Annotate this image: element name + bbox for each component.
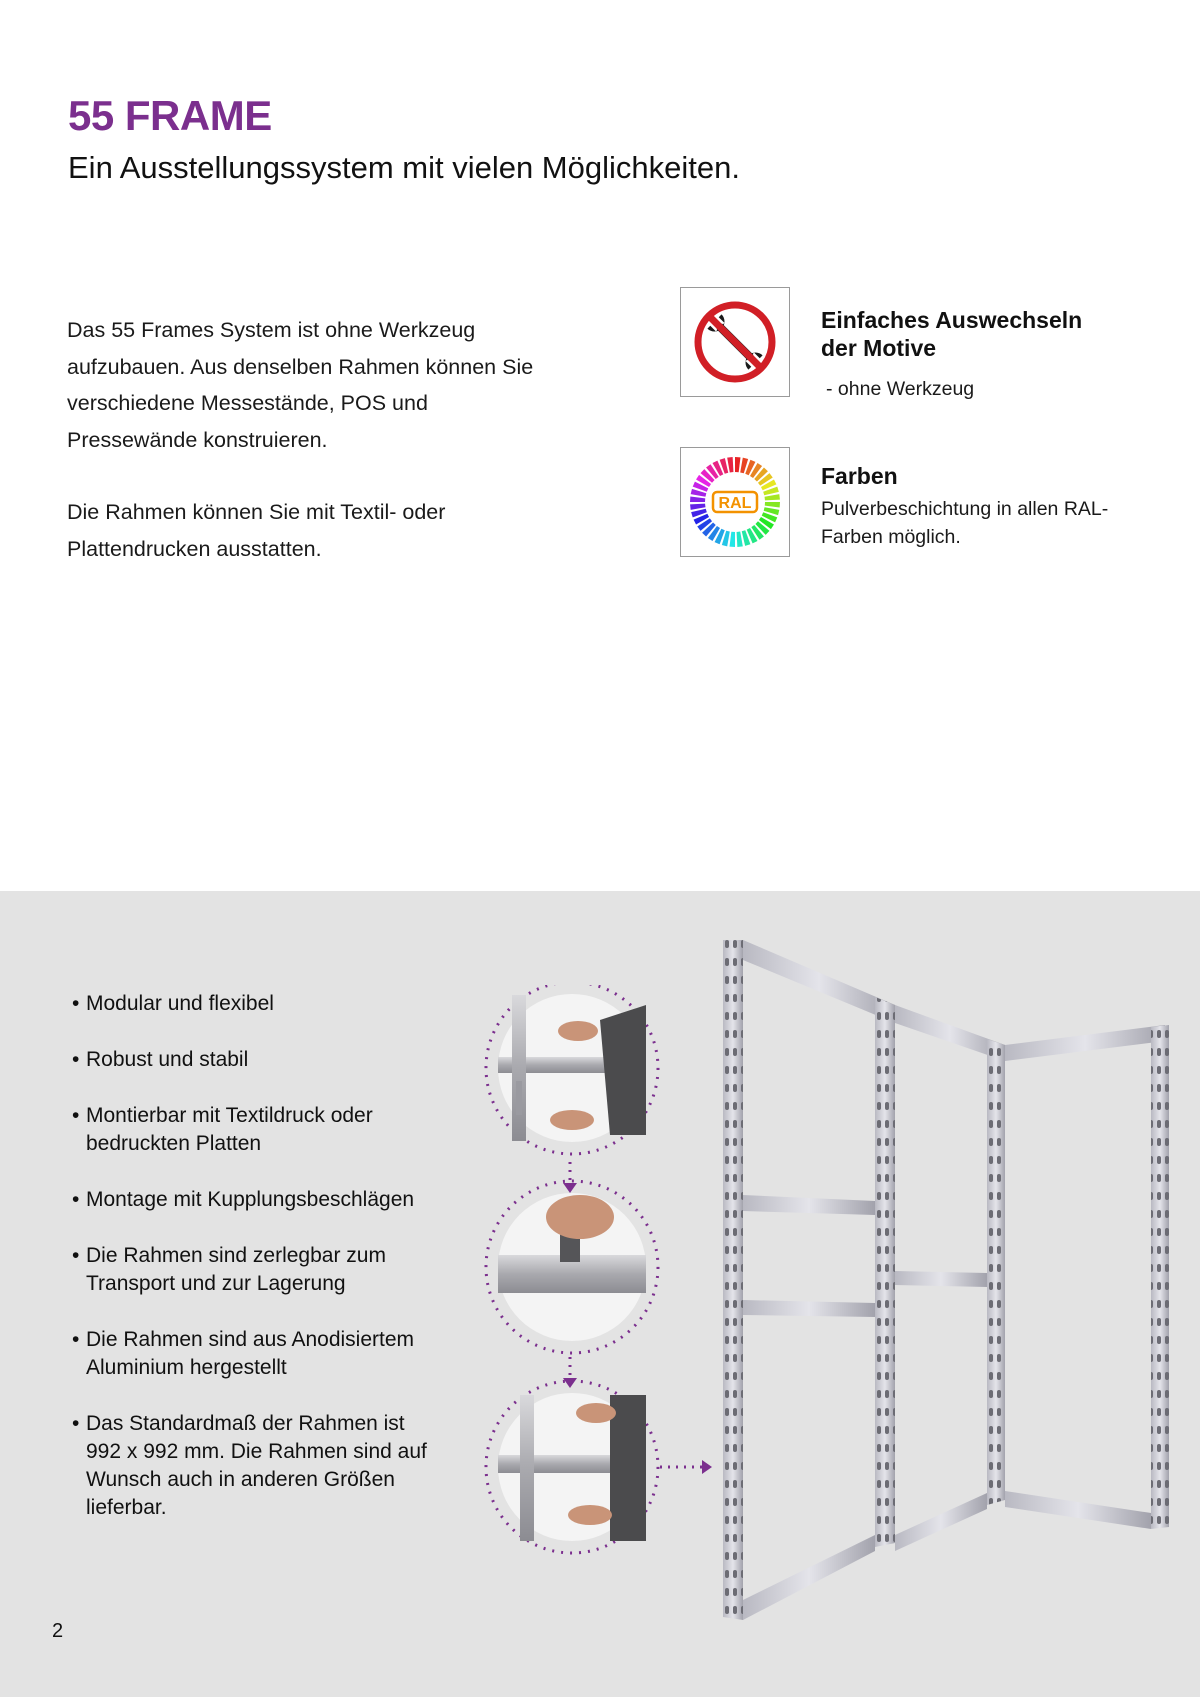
page-number: 2	[52, 1620, 64, 1642]
ral-color-wheel-icon	[680, 447, 790, 557]
page-subtitle: Ein Ausstellungssystem mit vielen Möglichkeiten.	[68, 150, 740, 185]
feature-heading-colors: Farben	[821, 463, 898, 489]
frame-panel-right	[1005, 1025, 1169, 1529]
frame-system-illustration	[715, 935, 1175, 1625]
ral-label: RAL	[718, 495, 752, 512]
bullet-item: • Die Rahmen sind aus Anodisiertem Aluminium hergestellt	[72, 1326, 472, 1382]
ral-color-segment	[690, 504, 705, 510]
ral-color-segment	[765, 502, 780, 507]
ral-color-segment	[737, 532, 743, 547]
page-title: 55 FRAME	[68, 92, 272, 139]
bullet-item: • Montierbar mit Textildruck oder bedruckten Platten	[72, 1102, 472, 1158]
bullet-item: • Montage mit Kupplungsbeschlägen	[72, 1186, 472, 1214]
frame-panel-middle	[895, 1005, 1005, 1551]
assembly-step-1-photo	[486, 985, 658, 1154]
intro-text	[67, 312, 537, 603]
ral-color-segment	[765, 494, 780, 500]
feature-bullet-list	[72, 990, 472, 1550]
ral-color-segment	[727, 457, 733, 472]
assembly-step-2-photo	[486, 1181, 658, 1353]
intro-paragraph-1: Das 55 Frames System ist ohne Werkzeug aufzubauen. Aus denselben Rahmen können Sie verschiedene Messestände, POS und Pressewände konstruieren.	[67, 318, 534, 452]
bullet-item: • Robust und stabil	[72, 1046, 472, 1074]
bullet-item: • Modular und flexibel	[72, 990, 472, 1018]
bullet-item: • Die Rahmen sind zerlegbar zum Transport und zur Lagerung	[72, 1242, 472, 1298]
ral-color-segment	[690, 497, 705, 502]
ral-color-segment	[730, 532, 735, 547]
no-tools-icon	[680, 287, 790, 397]
ral-color-segment	[735, 457, 740, 472]
feature-text-colors: Pulverbeschichtung in allen RAL- Farben möglich.	[821, 498, 1109, 548]
assembly-step-3-photo	[486, 1381, 658, 1553]
bullet-item: • Das Standardmaß der Rahmen ist 992 x 992 mm. Die Rahmen sind auf Wunsch auch in anderen Größen lieferbar.	[72, 1410, 472, 1522]
assembly-steps-illustration	[480, 985, 720, 1585]
feature-heading-exchange: Einfaches Auswechseln der Motive	[821, 307, 1083, 361]
intro-paragraph-2: Die Rahmen können Sie mit Textil- oder Plattendrucken ausstatten.	[67, 500, 446, 561]
frame-panel-left	[723, 940, 895, 1620]
feature-text-exchange: - ohne Werkzeug	[826, 378, 975, 400]
